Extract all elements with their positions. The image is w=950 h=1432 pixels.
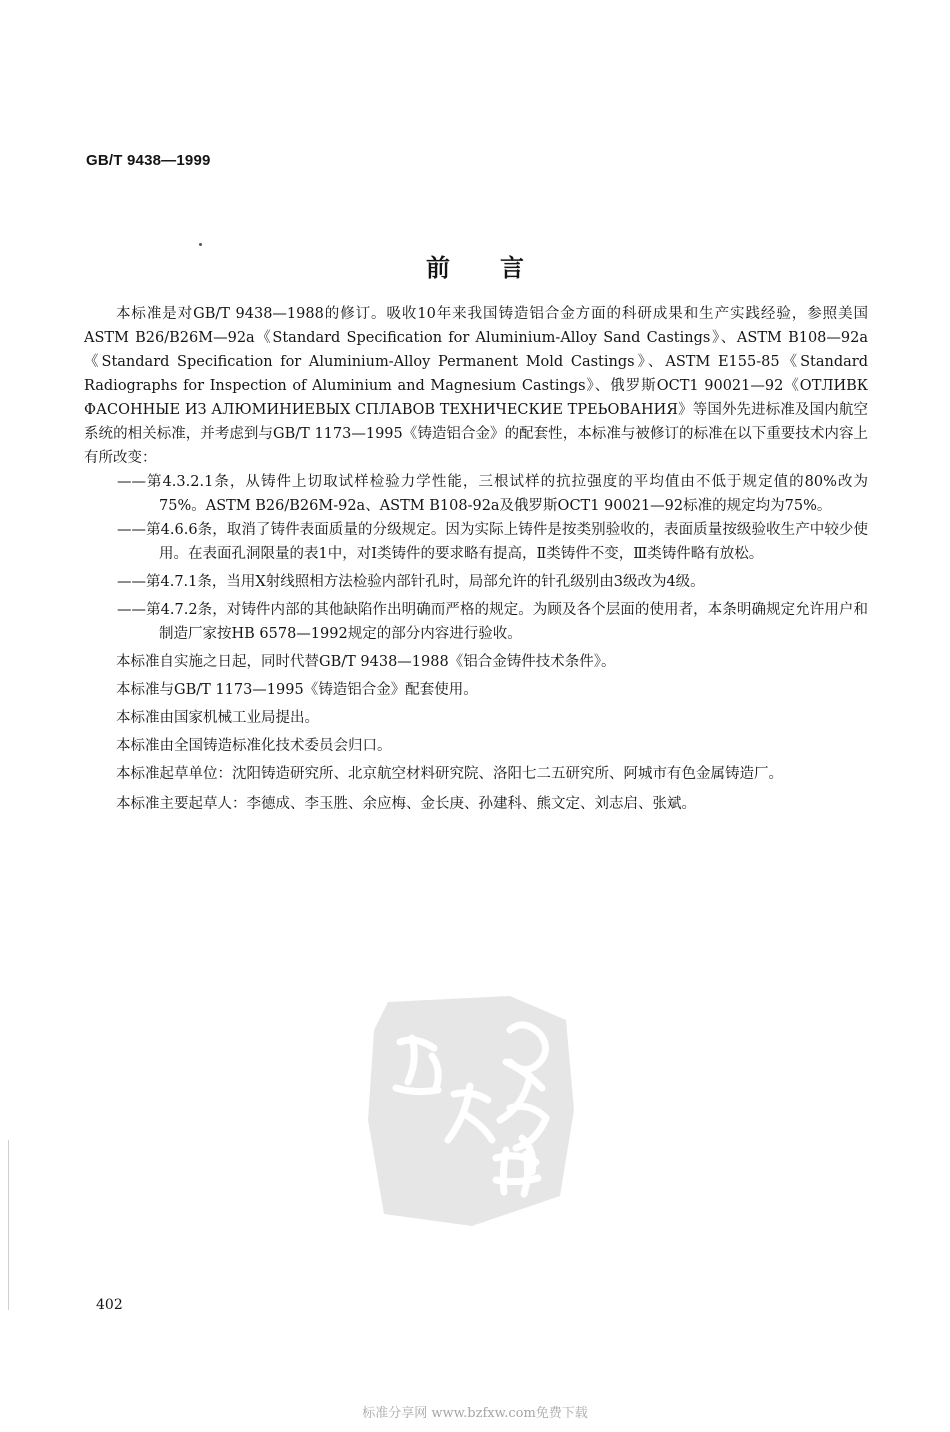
scan-speck xyxy=(199,243,202,246)
companion-statement: 本标准与GB/T 1173—1995《铸造铝合金》配套使用。 xyxy=(116,682,478,698)
replacement-statement: 本标准自实施之日起，同时代替GB/T 9438—1988《铝合金铸件技术条件》。 xyxy=(116,654,616,670)
page-title: 前言 xyxy=(426,254,574,282)
intro-paragraph: 本标准是对GB/T 9438—1988的修订。吸收10年来我国铸造铝合金方面的科研成果和生产实践经验，参照美国ASTM B26/B26M—92a《Standard Specification for Aluminium-Alloy Sand Castings》、ASTM B108—92a《Standard Specification for Aluminium-Alloy Permanent Mold Castings》、ASTM E155-85《Standard Radiographs for Inspection of Aluminium and Magnesium Castings》、俄罗斯OCT1 90021—92《ОТЛИВК ФАСОННЫЕ ИЗ АЛЮМИНИЕВЫХ СПЛАВОВ ТЕХНИЧЕСКИЕ ТРЕЬОВАНИЯ》等国外先进标准及国内航空系统的相关标准，并考虑到与GB/T 1173—1995《铸造铝合金》的配套性，本标准与被修订的标准在以下重要技术内容上有所改变： xyxy=(84,306,868,466)
scan-edge-line xyxy=(8,1140,9,1310)
watermark-seal-icon xyxy=(360,990,580,1230)
centralizer-statement: 本标准由全国铸造标准化技术委员会归口。 xyxy=(116,738,392,754)
proposer-statement: 本标准由国家机械工业局提出。 xyxy=(116,710,319,726)
standard-code-header: GB/T 9438—1999 xyxy=(86,152,211,169)
change-item: ——第4.6.6条，取消了铸件表面质量的分级规定。因为实际上铸件是按类别验收的，表面质量按级验收生产中较少使用。在表面孔洞限量的表1中，对Ⅰ类铸件的要求略有提高，Ⅱ类铸件不变，Ⅲ类铸件略有放松。 xyxy=(117,522,868,562)
page-number: 402 xyxy=(96,1297,123,1313)
drafting-units-statement: 本标准起草单位：沈阳铸造研究所、北京航空材料研究院、洛阳七二五研究所、阿城市有色金属铸造厂。 xyxy=(116,766,783,782)
footer-watermark: 标准分享网 www.bzfxw.com免费下载 xyxy=(362,1406,588,1421)
drafters-statement: 本标准主要起草人：李德成、李玉胜、余应梅、金长庚、孙建科、熊文定、刘志启、张斌。 xyxy=(116,796,696,812)
change-item: ——第4.3.2.1条，从铸件上切取试样检验力学性能，三根试样的抗拉强度的平均值由不低于规定值的80%改为75%。ASTM B26/B26M-92a、ASTM B108-92a及俄罗斯OCT1 90021—92标准的规定均为75%。 xyxy=(117,474,868,514)
foreword-body xyxy=(84,302,868,816)
change-item: ——第4.7.1条，当用X射线照相方法检验内部针孔时，局部允许的针孔级别由3级改为4级。 xyxy=(117,574,705,590)
change-item: ——第4.7.2条，对铸件内部的其他缺陷作出明确而严格的规定。为顾及各个层面的使用者，本条明确规定允许用户和制造厂家按HB 6578—1992规定的部分内容进行验收。 xyxy=(117,602,868,642)
